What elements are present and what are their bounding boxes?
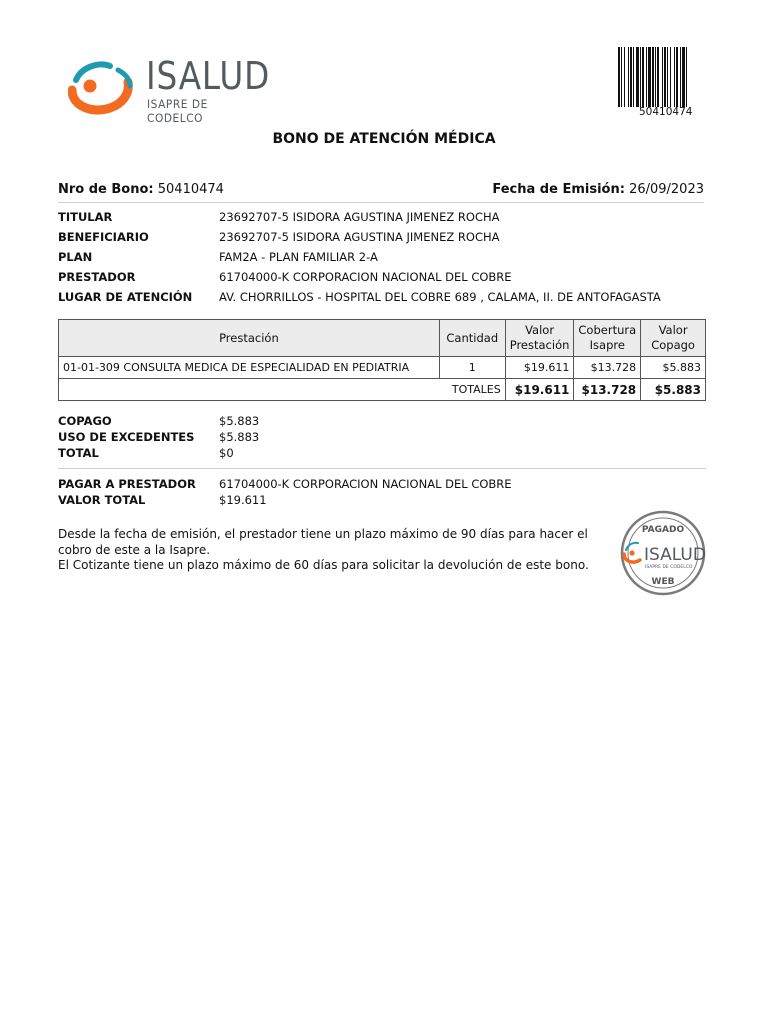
barcode-bar	[655, 47, 656, 107]
col-cobertura-line2: Isapre	[589, 338, 625, 352]
total-value: $0	[219, 446, 234, 460]
bono-number	[58, 182, 224, 197]
valor-total-label: VALOR TOTAL	[58, 493, 146, 507]
barcode-bar	[640, 47, 641, 107]
totals-label: TOTALES	[59, 379, 506, 401]
brand-name: ISALUD	[146, 54, 271, 98]
services-table	[58, 319, 706, 401]
prestador-value: 61704000-K CORPORACION NACIONAL DEL COBRE	[219, 270, 512, 284]
emission-date-label: Fecha de Emisión:	[492, 182, 625, 197]
col-valor-line2: Prestación	[509, 338, 570, 352]
barcode-bar	[636, 47, 639, 107]
beneficiario-value: 23692707-5 ISIDORA AGUSTINA JIMENEZ ROCHA	[219, 230, 500, 244]
plan-label: PLAN	[58, 250, 93, 264]
isalud-logo-icon	[68, 58, 138, 118]
totals-copago: $5.883	[641, 379, 706, 401]
plan-value: FAM2A - PLAN FAMILIAR 2-A	[219, 250, 378, 264]
note-line-2: El Cotizante tiene un plazo máximo de 60 días para solicitar la devolución de este bono.	[58, 558, 589, 572]
stamp-sub-text: ISAPRE DE CODELCO	[645, 565, 693, 570]
barcode-bar	[642, 47, 644, 107]
col-cobertura-isapre	[574, 320, 641, 357]
lugar-value: AV. CHORRILLOS - HOSPITAL DEL COBRE 689 , CALAMA, II. DE ANTOFAGASTA	[219, 290, 661, 304]
stamp-bottom-text: WEB	[651, 577, 675, 587]
copago-label: COPAGO	[58, 414, 112, 428]
document-title: BONO DE ATENCIÓN MÉDICA	[272, 131, 496, 147]
cell-valor: $19.611	[505, 357, 574, 379]
col-copago-line1: Valor	[658, 323, 688, 337]
cell-cantidad: 1	[439, 357, 505, 379]
barcode-bar	[630, 47, 632, 107]
barcode-image	[618, 47, 704, 107]
excedentes-value: $5.883	[219, 430, 260, 444]
table-row	[59, 357, 706, 379]
excedentes-label: USO DE EXCEDENTES	[58, 430, 195, 444]
lugar-label: LUGAR DE ATENCIÓN	[58, 290, 193, 304]
barcode-bar	[670, 47, 671, 107]
barcode-bar	[680, 47, 681, 107]
valor-total-value: $19.611	[219, 493, 267, 507]
stamp-top-text: PAGADO	[641, 525, 685, 535]
barcode-bar	[667, 47, 668, 107]
stamp-logo-icon	[624, 543, 640, 562]
col-valor-line1: Valor	[525, 323, 555, 337]
beneficiario-label: BENEFICIARIO	[58, 230, 149, 244]
totals-cobertura: $13.728	[574, 379, 641, 401]
titular-label: TITULAR	[58, 210, 113, 224]
col-cobertura-line1: Cobertura	[578, 323, 637, 337]
brand-subtitle: ISAPRE DE CODELCO	[147, 97, 208, 125]
totals-row	[59, 379, 706, 401]
emission-date	[492, 182, 704, 197]
cell-prestacion: 01-01-309 CONSULTA MEDICA DE ESPECIALIDAD EN PEDIATRIA	[59, 357, 440, 379]
barcode-number: 50410474	[639, 106, 693, 118]
total-label: TOTAL	[58, 446, 99, 460]
barcode-bar	[674, 47, 675, 107]
note-line-1: Desde la fecha de emisión, el prestador tiene un plazo máximo de 90 días para hacer el cobro de este a la Isapre.	[58, 527, 588, 557]
barcode-bar	[633, 47, 634, 107]
cell-cobertura: $13.728	[574, 357, 641, 379]
barcode-bar	[652, 47, 654, 107]
table-header-row	[59, 320, 706, 357]
barcode-bar	[682, 47, 685, 107]
barcode-bar	[646, 47, 647, 107]
bono-header-row	[58, 182, 704, 203]
terms-notes	[58, 527, 598, 574]
pagar-label: PAGAR A PRESTADOR	[58, 477, 196, 491]
bono-number-label: Nro de Bono:	[58, 182, 154, 197]
col-valor-copago	[641, 320, 706, 357]
barcode-bar	[664, 47, 666, 107]
cell-copago: $5.883	[641, 357, 706, 379]
paid-stamp	[620, 508, 706, 598]
barcode-bar	[618, 47, 620, 107]
copago-value: $5.883	[219, 414, 260, 428]
pagar-value: 61704000-K CORPORACION NACIONAL DEL COBRE	[219, 477, 512, 491]
barcode-bar	[628, 47, 629, 107]
stamp-brand-text: ISALUD	[644, 545, 706, 565]
barcode-bar	[676, 47, 678, 107]
barcode-bar	[662, 47, 663, 107]
titular-value: 23692707-5 ISIDORA AGUSTINA JIMENEZ ROCHA	[219, 210, 500, 224]
barcode-bar	[621, 47, 622, 107]
isalud-logo	[68, 54, 271, 125]
divider-line	[58, 468, 706, 469]
col-copago-line2: Copago	[651, 338, 695, 352]
barcode-bar	[648, 47, 651, 107]
prestador-label: PRESTADOR	[58, 270, 136, 284]
totals-valor: $19.611	[505, 379, 574, 401]
col-cantidad: Cantidad	[439, 320, 505, 357]
barcode-bar	[624, 47, 625, 107]
barcode-bar	[657, 47, 659, 107]
col-valor-prestacion	[505, 320, 574, 357]
col-prestacion: Prestación	[59, 320, 440, 357]
emission-date-value: 26/09/2023	[629, 182, 704, 197]
bono-number-value: 50410474	[157, 182, 224, 197]
barcode-bar	[686, 47, 687, 107]
